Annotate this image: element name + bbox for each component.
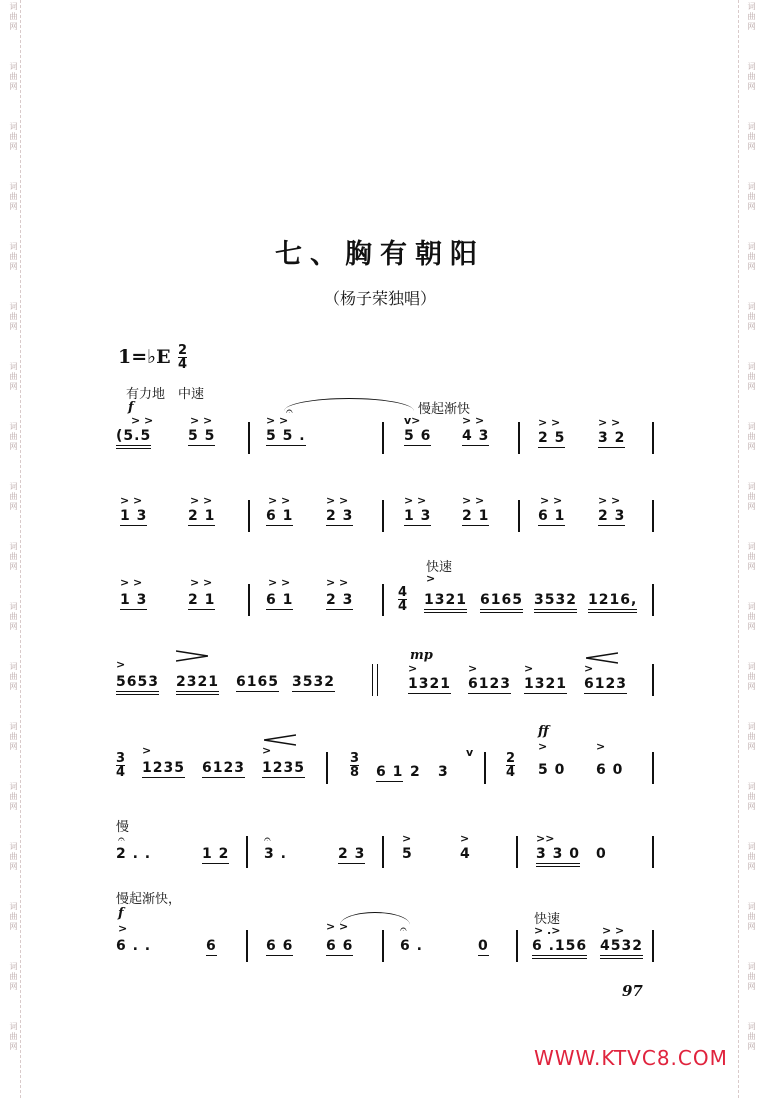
accent-marks: > > xyxy=(326,576,349,589)
left-margin-line xyxy=(20,0,21,1098)
accent-marks: > xyxy=(118,922,128,935)
accent-marks: >> xyxy=(536,832,555,845)
note-group: 2 1 xyxy=(188,508,216,524)
margin-mark: 词曲网 xyxy=(9,602,18,632)
margin-mark: 词曲网 xyxy=(9,242,18,272)
margin-mark: 词曲网 xyxy=(9,2,18,32)
time-change xyxy=(398,586,407,613)
note-group: 6 6 xyxy=(326,938,354,954)
time-change-top: 3 xyxy=(350,751,360,766)
barline xyxy=(652,752,654,784)
accent-marks: > xyxy=(116,658,126,671)
time-change-bottom: 4 xyxy=(116,765,126,780)
tempo-gradual: 慢起渐快 xyxy=(418,402,471,417)
fermata-icon: 𝄐 xyxy=(118,832,125,846)
time-change-bottom: 4 xyxy=(506,765,516,780)
barline xyxy=(518,500,520,532)
barline xyxy=(382,836,384,868)
barline xyxy=(652,500,654,532)
accent-marks: > xyxy=(408,662,418,675)
page-number: 97 xyxy=(622,982,643,1000)
margin-mark: 词曲网 xyxy=(9,182,18,212)
note-group: 6 xyxy=(206,938,217,954)
accent-marks: > xyxy=(426,572,436,585)
margin-mark: 词曲网 xyxy=(747,722,756,752)
note-group: 6 1 xyxy=(266,592,294,608)
margin-mark: 词曲网 xyxy=(9,62,18,92)
accent-marks: > xyxy=(142,744,152,757)
barline xyxy=(382,930,384,962)
note-group: 2 xyxy=(410,764,421,780)
margin-mark: 词曲网 xyxy=(9,422,18,452)
note-group: 2 1 xyxy=(462,508,490,524)
note-group: 3 2 xyxy=(598,430,626,446)
note-group: 4 xyxy=(460,846,471,862)
margin-mark: 词曲网 xyxy=(747,2,756,32)
accent-marks: > > xyxy=(602,924,625,937)
time-change-bottom: 4 xyxy=(398,599,408,614)
time-signature-bottom: 4 xyxy=(178,357,188,372)
note-group: 6 . xyxy=(400,938,423,954)
barline xyxy=(326,752,328,784)
tempo-gradual-2: 慢起渐快， xyxy=(116,892,182,907)
barline xyxy=(518,422,520,454)
margin-mark: 词曲网 xyxy=(747,422,756,452)
note-group: 0 xyxy=(596,846,607,862)
watermark-url: WWW.KTVC8.COM xyxy=(534,1046,728,1070)
note-group: 6 .156 xyxy=(532,938,587,959)
barline xyxy=(246,930,248,962)
margin-mark: 词曲网 xyxy=(747,602,756,632)
accent-marks: > > xyxy=(540,494,563,507)
note-group: (5.5 xyxy=(116,428,151,449)
tempo-slow: 慢 xyxy=(116,820,130,835)
dynamic-mp: mp xyxy=(410,648,433,663)
song-title: 七、胸有朝阳 xyxy=(275,239,485,270)
fermata-icon: 𝄐 xyxy=(286,404,293,418)
margin-mark: 词曲网 xyxy=(747,62,756,92)
barline xyxy=(382,500,384,532)
barline xyxy=(382,584,384,616)
tempo-fast-2: 快速 xyxy=(534,912,561,927)
accent-marks: > > xyxy=(120,494,143,507)
margin-mark: 词曲网 xyxy=(747,782,756,812)
margin-mark: 词曲网 xyxy=(9,122,18,152)
dynamic-f: f xyxy=(128,400,134,415)
note-group: 2 3 xyxy=(326,508,354,524)
dynamic-f: f xyxy=(118,906,124,921)
dynamic-ff: ff xyxy=(538,724,549,739)
time-change xyxy=(116,752,125,779)
accent-marks: > > xyxy=(598,416,621,429)
accent-marks: > xyxy=(468,662,478,675)
note-group: 1 2 xyxy=(202,846,230,862)
barline xyxy=(248,422,250,454)
double-barline xyxy=(372,664,373,696)
note-group: 6123 xyxy=(584,676,627,692)
barline xyxy=(652,836,654,868)
note-group: 5653 xyxy=(116,674,159,695)
margin-mark: 词曲网 xyxy=(9,482,18,512)
margin-mark: 词曲网 xyxy=(747,122,756,152)
note-group: 2 1 xyxy=(188,592,216,608)
time-change-top: 3 xyxy=(116,751,126,766)
note-group: 3 3 0 xyxy=(536,846,580,867)
note-group: 1 3 xyxy=(120,592,148,608)
barline xyxy=(652,422,654,454)
time-change xyxy=(506,752,515,779)
accent-marks: > > xyxy=(190,414,213,427)
margin-mark: 词曲网 xyxy=(9,1022,18,1052)
margin-mark: 词曲网 xyxy=(747,242,756,272)
margin-mark: 词曲网 xyxy=(9,902,18,932)
accent-marks: > xyxy=(460,832,470,845)
note-group: 4 3 xyxy=(462,428,490,444)
note-group: 5 5 . xyxy=(266,428,306,444)
margin-mark: 词曲网 xyxy=(747,362,756,392)
note-group: 2 5 xyxy=(538,430,566,446)
note-group: 3 . xyxy=(264,846,287,862)
note-group: 4532 xyxy=(600,938,643,959)
accent-marks: > > xyxy=(268,576,291,589)
crescendo-icon xyxy=(586,652,618,664)
note-group: 6 . . xyxy=(116,938,152,954)
tempo-fast: 快速 xyxy=(426,560,453,575)
time-change-top: 4 xyxy=(398,585,408,600)
margin-mark: 词曲网 xyxy=(9,362,18,392)
note-group: 1216, xyxy=(588,592,637,613)
note-group: 2 3 xyxy=(326,592,354,608)
note-group: 2 3 xyxy=(598,508,626,524)
time-signature xyxy=(178,344,187,371)
margin-mark: 词曲网 xyxy=(9,662,18,692)
note-group: 1 3 xyxy=(120,508,148,524)
barline xyxy=(382,422,384,454)
margin-mark: 词曲网 xyxy=(747,902,756,932)
barline xyxy=(248,584,250,616)
accent-marks: > > xyxy=(120,576,143,589)
decrescendo-icon xyxy=(176,650,208,662)
note-group: 3 xyxy=(438,764,449,780)
key-signature: 1=♭E xyxy=(118,346,171,368)
barline xyxy=(248,500,250,532)
time-change xyxy=(350,752,359,779)
accent-marks: > > xyxy=(266,414,289,427)
note-group: 2321 xyxy=(176,674,219,695)
fermata-icon: 𝄐 xyxy=(400,922,407,936)
accent-marks: > > xyxy=(190,494,213,507)
note-group: 6123 xyxy=(202,760,245,776)
accent-marks: > > xyxy=(462,494,485,507)
tempo-intro: 有力地 中速 xyxy=(126,387,205,402)
accent-marks: > > xyxy=(598,494,621,507)
margin-mark: 词曲网 xyxy=(747,482,756,512)
note-group: 5 6 xyxy=(404,428,432,444)
margin-mark: 词曲网 xyxy=(747,302,756,332)
accent-marks: > xyxy=(262,744,272,757)
note-group: 6 1 xyxy=(266,508,294,524)
barline xyxy=(652,584,654,616)
margin-mark: 词曲网 xyxy=(9,722,18,752)
margin-mark: 词曲网 xyxy=(9,542,18,572)
margin-mark: 词曲网 xyxy=(747,662,756,692)
accent-marks: > xyxy=(402,832,412,845)
accent-marks: > xyxy=(538,740,548,753)
accent-marks: > .> xyxy=(534,924,561,937)
note-group: 6 1 xyxy=(538,508,566,524)
note-group: 1321 xyxy=(524,676,567,692)
crescendo-icon xyxy=(264,734,296,746)
accent-marks: > > xyxy=(268,494,291,507)
accent-marks: > xyxy=(584,662,594,675)
accent-marks: > > xyxy=(538,416,561,429)
margin-mark: 词曲网 xyxy=(747,842,756,872)
margin-mark: 词曲网 xyxy=(747,962,756,992)
note-group: 3532 xyxy=(534,592,577,613)
note-group: 2 . . xyxy=(116,846,152,862)
breath-mark: v xyxy=(466,746,474,759)
margin-mark: 词曲网 xyxy=(9,782,18,812)
note-group: 5 xyxy=(402,846,413,862)
note-group: 0 xyxy=(478,938,489,954)
barline xyxy=(516,930,518,962)
margin-mark: 词曲网 xyxy=(9,962,18,992)
barline xyxy=(516,836,518,868)
margin-mark: 词曲网 xyxy=(747,1022,756,1052)
accent-marks: > xyxy=(524,662,534,675)
note-group: 6123 xyxy=(468,676,511,692)
note-group: 6 6 xyxy=(266,938,294,954)
margin-mark: 词曲网 xyxy=(747,542,756,572)
time-change-bottom: 8 xyxy=(350,765,360,780)
accent-marks: > > xyxy=(404,494,427,507)
barline xyxy=(652,930,654,962)
slur xyxy=(284,398,414,411)
accent-marks: > > xyxy=(131,414,154,427)
note-group: 5 0 xyxy=(538,762,566,778)
note-group: 6165 xyxy=(480,592,523,613)
song-subtitle: （杨子荣独唱） xyxy=(323,289,436,308)
accent-marks: > xyxy=(596,740,606,753)
margin-mark: 词曲网 xyxy=(747,182,756,212)
note-group: 3532 xyxy=(292,674,335,690)
accent-marks: > > xyxy=(462,414,485,427)
fermata-icon: 𝄐 xyxy=(264,832,271,846)
time-change-top: 2 xyxy=(506,751,516,766)
note-group: 1321 xyxy=(408,676,451,692)
note-group: 5 5 xyxy=(188,428,216,444)
note-group: 1235 xyxy=(142,760,185,776)
margin-mark: 词曲网 xyxy=(9,842,18,872)
note-group: 2 3 xyxy=(338,846,366,862)
accent-marks: > > xyxy=(190,576,213,589)
barline xyxy=(652,664,654,696)
accent-marks: v> xyxy=(404,414,421,427)
note-group: 6165 xyxy=(236,674,279,690)
accent-marks: > > xyxy=(326,494,349,507)
note-group: 6 1 xyxy=(376,764,404,780)
margin-mark: 词曲网 xyxy=(9,302,18,332)
note-group: 6 0 xyxy=(596,762,624,778)
note-group: 1321 xyxy=(424,592,467,613)
right-margin-line xyxy=(738,0,739,1098)
time-signature-top: 2 xyxy=(178,343,188,358)
barline xyxy=(246,836,248,868)
accent-marks: > > xyxy=(326,920,349,933)
note-group: 1235 xyxy=(262,760,305,776)
note-group: 1 3 xyxy=(404,508,432,524)
barline xyxy=(484,752,486,784)
